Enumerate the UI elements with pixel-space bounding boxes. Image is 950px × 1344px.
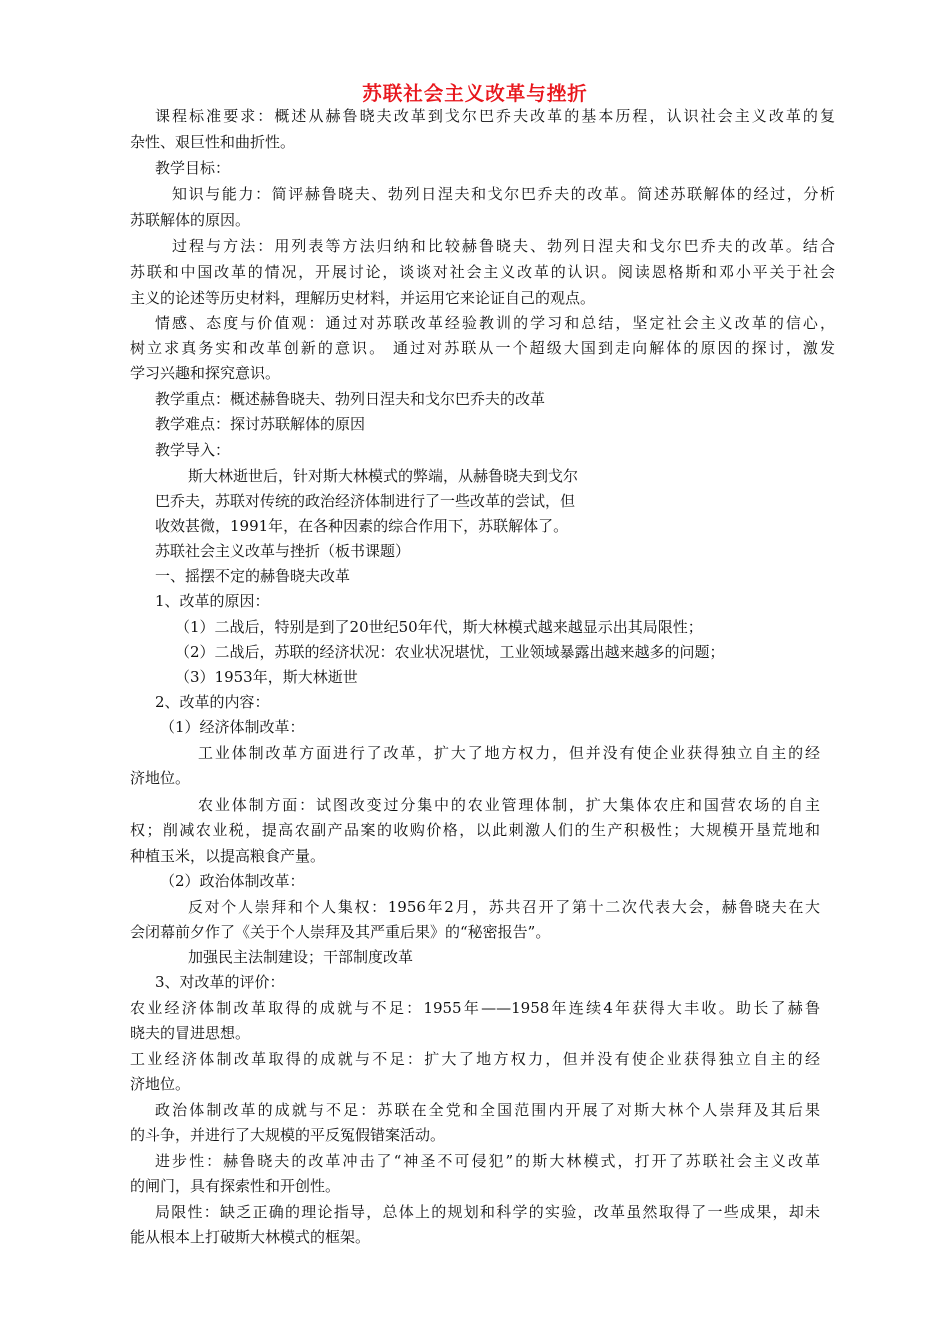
body-line: （1）二战后，特别是到了20世纪50年代，斯大林模式越来越显示出其局限性；	[175, 618, 703, 636]
body-line: （2）政治体制改革：	[160, 872, 305, 890]
body-line: 工业体制改革方面进行了改革，扩大了地方权力，但并没有使企业获得独立自主的经	[198, 744, 820, 762]
body-line: 1、改革的原因：	[155, 592, 270, 610]
body-line: 知识与能力：简评赫鲁晓夫、勃列日涅夫和戈尔巴乔夫的改革。简述苏联解体的经过，分析	[172, 185, 835, 203]
body-line: 会闭幕前夕作了《关于个人崇拜及其严重后果》的“秘密报告”。	[130, 923, 551, 941]
body-line: 反对个人崇拜和个人集权：1956年2月，苏共召开了第十二次代表大会，赫鲁晓夫在大	[188, 898, 820, 916]
body-line: 种植玉米，以提高粮食产量。	[130, 847, 326, 865]
body-line: 进步性：赫鲁晓夫的改革冲击了“神圣不可侵犯”的斯大林模式，打开了苏联社会主义改革	[155, 1152, 820, 1170]
body-line: 收效甚微，1991年，在各种因素的综合作用下，苏联解体了。	[155, 517, 569, 535]
body-line: 主义的论述等历史材料，理解历史材料，并运用它来论证自己的观点。	[130, 289, 596, 307]
body-line: 苏联社会主义改革与挫折（板书课题）	[155, 542, 411, 560]
body-line: 苏联解体的原因。	[130, 211, 251, 229]
body-line: （2）二战后，苏联的经济状况：农业状况堪忧，工业领域暴露出越来越多的问题；	[175, 643, 725, 661]
body-line: 巴乔夫，苏联对传统的政治经济体制进行了一些改革的尝试，但	[155, 492, 576, 510]
body-line: 3、对改革的评价：	[155, 973, 285, 991]
body-line: 的闸门，具有探索性和开创性。	[130, 1177, 341, 1195]
body-line: 苏联和中国改革的情况，开展讨论，谈谈对社会主义改革的认识。阅读恩格斯和邓小平关于社会	[130, 263, 835, 281]
body-line: 一、摇摆不定的赫鲁晓夫改革	[155, 567, 351, 585]
body-line: 教学目标：	[155, 159, 231, 177]
body-line: 农业经济体制改革取得的成就与不足：1955年——1958年连续4年获得大丰收。助长了赫鲁	[130, 999, 820, 1017]
body-line: 情感、态度与价值观：通过对苏联改革经验教训的学习和总结，坚定社会主义改革的信心，	[155, 314, 835, 332]
body-line: 过程与方法：用列表等方法归纳和比较赫鲁晓夫、勃列日涅夫和戈尔巴乔夫的改革。结合	[172, 237, 835, 255]
body-line: 杂性、艰巨性和曲折性。	[130, 133, 296, 151]
body-line: 政治体制改革的成就与不足：苏联在全党和全国范围内开展了对斯大林个人崇拜及其后果	[155, 1101, 820, 1119]
body-line: 济地位。	[130, 1075, 191, 1093]
body-line: 济地位。	[130, 769, 191, 787]
body-line: 教学导入：	[155, 441, 231, 459]
body-line: 能从根本上打破斯大林模式的框架。	[130, 1228, 371, 1246]
document-title: 苏联社会主义改革与挫折	[362, 82, 588, 105]
body-line: 斯大林逝世后，针对斯大林模式的弊端，从赫鲁晓夫到戈尔	[188, 467, 579, 485]
body-line: 学习兴趣和探究意识。	[130, 364, 281, 382]
body-line: 教学重点：概述赫鲁晓夫、勃列日涅夫和戈尔巴乔夫的改革	[155, 390, 546, 408]
body-line: 树立求真务实和改革创新的意识。 通过对苏联从一个超级大国到走向解体的原因的探讨，激发	[130, 339, 835, 357]
body-line: （1）经济体制改革：	[160, 718, 305, 736]
body-line: 工业经济体制改革取得的成就与不足：扩大了地方权力，但并没有使企业获得独立自主的经	[130, 1050, 820, 1068]
body-line: 教学难点：探讨苏联解体的原因	[155, 415, 366, 433]
body-line: 课程标准要求：概述从赫鲁晓夫改革到戈尔巴乔夫改革的基本历程，认识社会主义改革的复	[155, 107, 835, 125]
body-line: （3）1953年，斯大林逝世	[175, 668, 358, 686]
body-line: 局限性：缺乏正确的理论指导，总体上的规划和科学的实验，改革虽然取得了一些成果，却未	[155, 1203, 820, 1221]
body-line: 农业体制方面：试图改变过分集中的农业管理体制，扩大集体农庄和国营农场的自主	[198, 796, 820, 814]
body-line: 2、改革的内容：	[155, 693, 270, 711]
body-line: 权；削减农业税，提高农副产品案的收购价格，以此刺激人们的生产积极性；大规模开垦荒地和	[130, 821, 820, 839]
body-line: 的斗争，并进行了大规模的平反冤假错案活动。	[130, 1126, 446, 1144]
body-line: 晓夫的冒进思想。	[130, 1024, 251, 1042]
body-line: 加强民主法制建设；干部制度改革	[188, 948, 414, 966]
